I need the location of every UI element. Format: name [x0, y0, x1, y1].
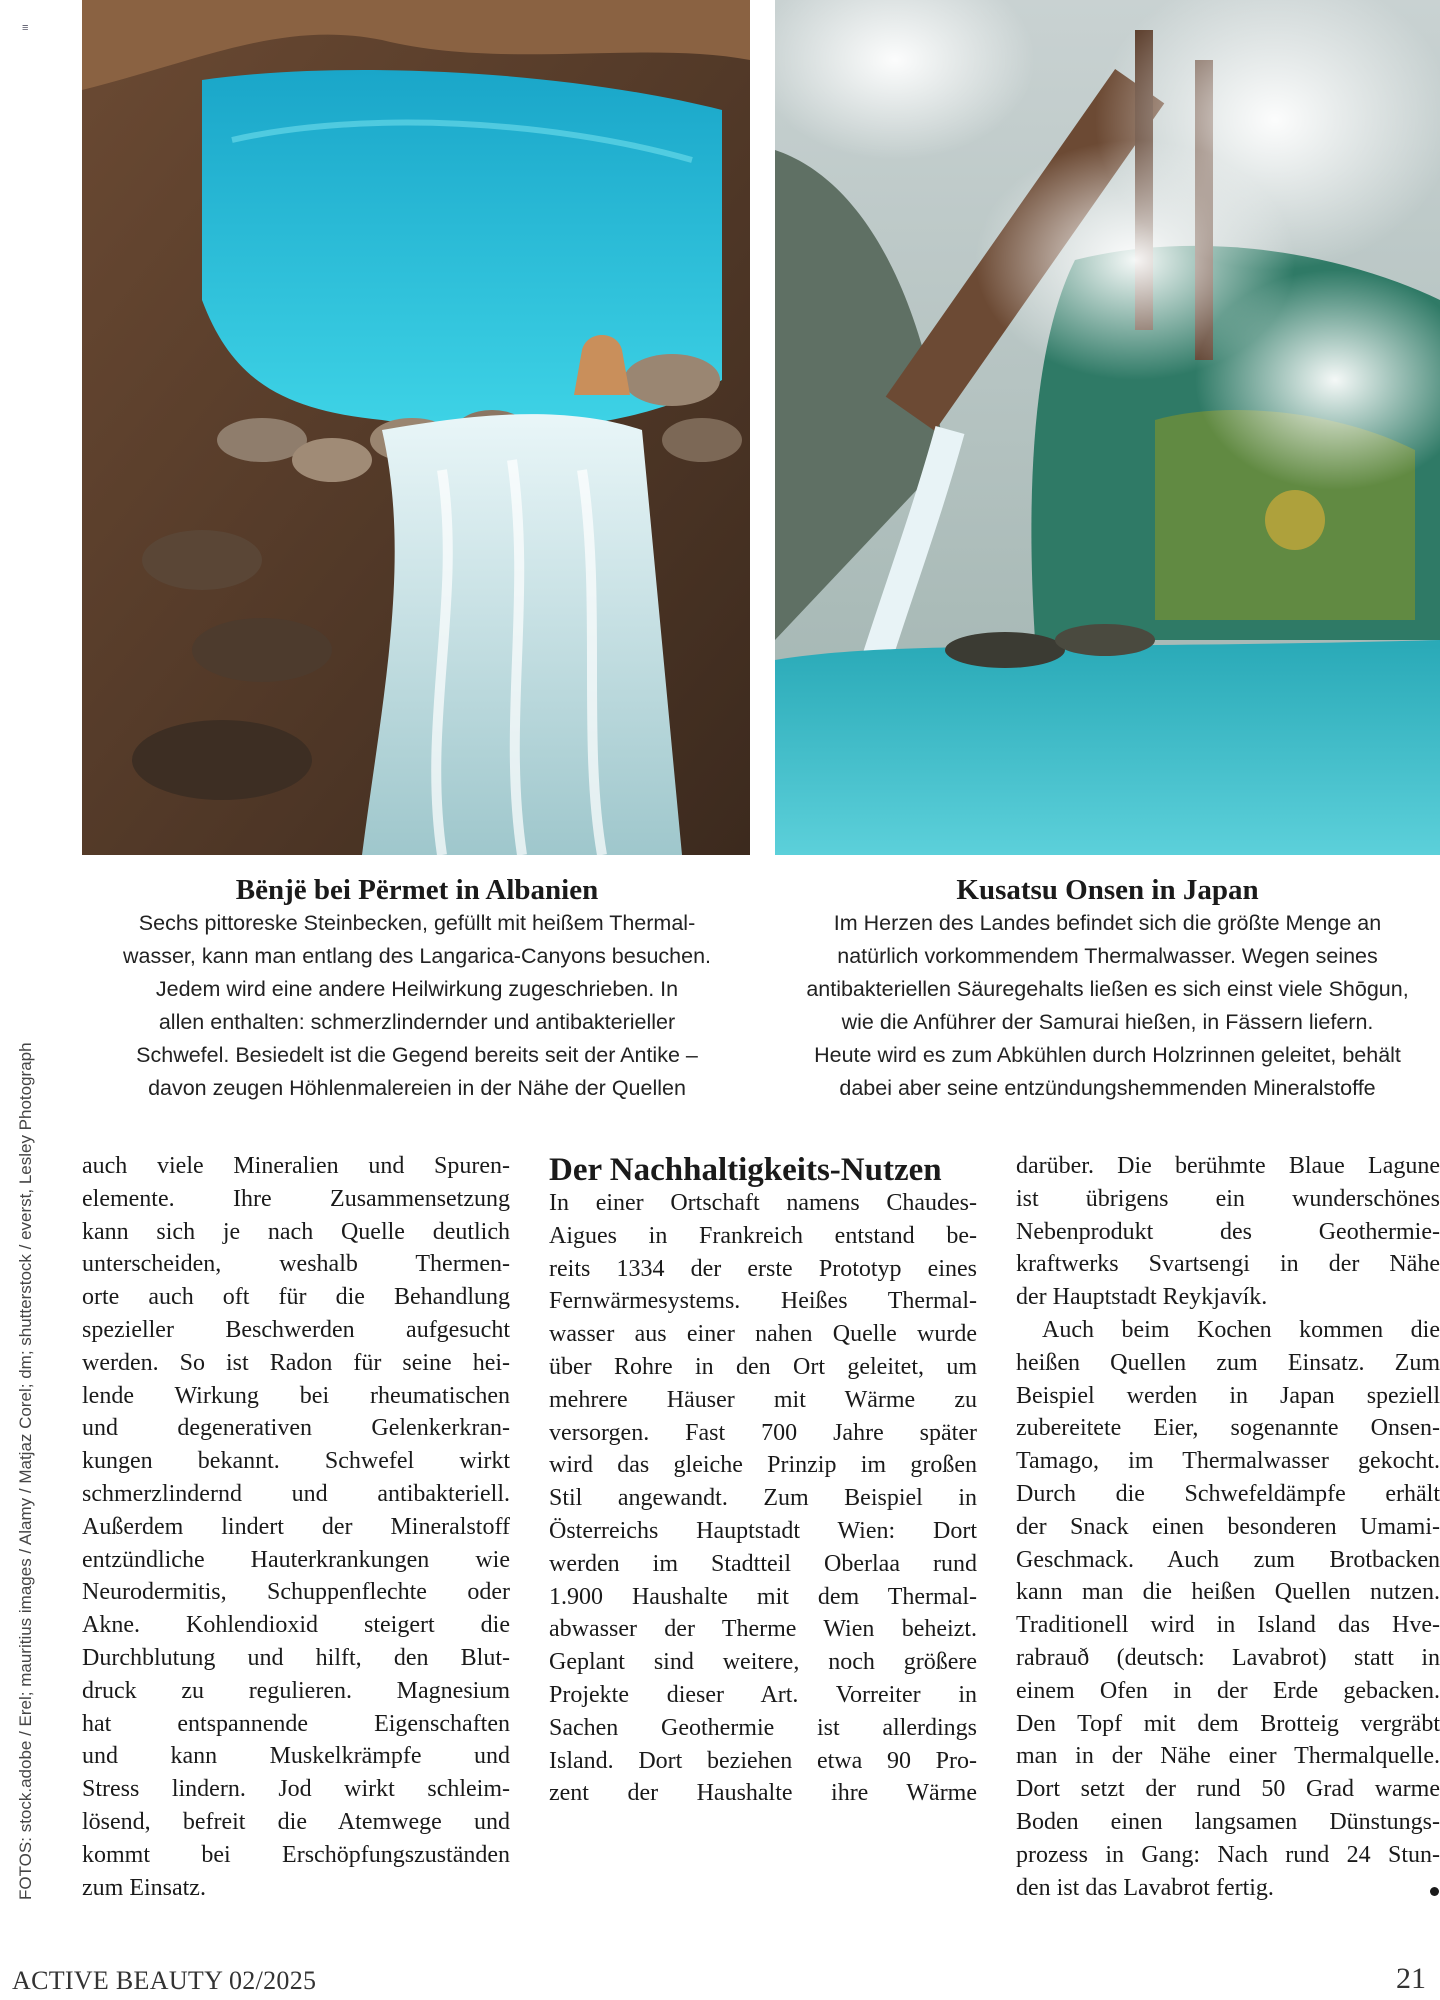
article-line: ist übrigens ein wunderschönes — [1016, 1185, 1440, 1212]
caption-line: Jedem wird eine andere Heilwirkung zugeschrieben. In — [155, 977, 679, 1001]
caption-line: dabei aber seine entzündungshemmenden Mineralstoffe — [839, 1076, 1376, 1100]
article-line: elemente. Ihre Zusammensetzung — [82, 1185, 510, 1212]
article-line: Den Topf mit dem Brotteig vergräbt — [1016, 1710, 1440, 1737]
article-line: In einer Ortschaft namens Chaudes- — [549, 1190, 977, 1216]
article-line: zent der Haushalte ihre Wärme — [549, 1780, 977, 1807]
article-line: lende Wirkung bei rheumatischen — [82, 1382, 510, 1409]
article-line: Österreichs Hauptstadt Wien: Dort — [549, 1517, 977, 1544]
photo-kusatsu-onsen — [775, 0, 1440, 855]
article-line: Tamago, im Thermalwasser gekocht. — [1016, 1448, 1440, 1475]
article-line: Traditionell wird in Island das Hve- — [1016, 1612, 1440, 1639]
article-line: spezieller Beschwerden aufgesucht — [82, 1316, 510, 1343]
magazine-issue: ACTIVE BEAUTY 02/2025 — [12, 1966, 317, 1995]
end-mark-icon — [1430, 1887, 1439, 1896]
photo-credit: FOTOS: stock.adobe / Erel; mauritius images / Alamy / Matjaz Corel; dm; shutterstock / everst, Lesley Photograph — [16, 1042, 35, 1900]
article-line: der Snack einen besonderen Umami- — [1016, 1513, 1440, 1540]
photo-kusatsu-illustration — [775, 0, 1440, 855]
article-line: Auch beim Kochen kommen die — [1042, 1316, 1440, 1343]
article-line: Durchblutung und hilft, den Blut- — [82, 1644, 510, 1671]
article-line: druck zu regulieren. Magnesium — [82, 1677, 510, 1704]
article-line: Projekte dieser Art. Vorreiter in — [549, 1681, 977, 1708]
article-line: Nebenprodukt des Geothermie- — [1016, 1218, 1440, 1245]
caption-line: davon zeugen Höhlenmalereien in der Nähe der Quellen — [148, 1076, 686, 1100]
caption-line: antibakteriellen Säuregehalts ließen es sich einst viele Shōgun, — [806, 977, 1409, 1001]
article-line: kungen bekannt. Schwefel wirkt — [82, 1448, 510, 1475]
caption-line: wie die Anführer der Samurai hießen, in Fässern liefern. — [841, 1010, 1374, 1034]
caption-benje — [82, 872, 752, 1105]
article-line: zum Einsatz. — [82, 1874, 206, 1901]
article-column-1 — [82, 1150, 510, 1904]
article-line: hat entspannende Eigenschaften — [82, 1710, 510, 1737]
caption-title-kusatsu: Kusatsu Onsen in Japan — [956, 874, 1259, 906]
article-line: kommt bei Erschöpfungszuständen — [82, 1841, 510, 1868]
article-line: und degenerativen Gelenkerkran- — [82, 1415, 510, 1442]
article-line: Fernwärmesystems. Heißes Thermal- — [549, 1288, 977, 1315]
article-line: Geschmack. Auch zum Brotbacken — [1016, 1546, 1440, 1573]
article-line: Akne. Kohlendioxid steigert die — [82, 1612, 510, 1639]
article-line: abwasser der Therme Wien beheizt. — [549, 1616, 977, 1643]
article-line: Aigues in Frankreich entstand be- — [549, 1222, 977, 1249]
article-line: unterscheiden, weshalb Thermen- — [82, 1251, 510, 1278]
article-line: heißen Quellen zum Einsatz. Zum — [1016, 1349, 1440, 1376]
article-line: orte auch oft für die Behandlung — [82, 1284, 510, 1311]
article-line: der Hauptstadt Reykjavík. — [1016, 1284, 1268, 1311]
article-line: kann man die heißen Quellen nutzen. — [1016, 1579, 1440, 1606]
article-line: werden. So ist Radon für seine hei- — [82, 1349, 510, 1376]
article-line: Island. Dort beziehen etwa 90 Pro- — [549, 1747, 977, 1774]
article-line: einem Ofen in der Erde gebacken. — [1016, 1677, 1440, 1704]
article-line: lösend, befreit die Atemwege und — [82, 1808, 510, 1835]
caption-line: Sechs pittoreske Steinbecken, gefüllt mit heißem Thermal- — [138, 911, 696, 935]
article-line: Sachen Geothermie ist allerdings — [549, 1714, 977, 1741]
article-line: kann sich je nach Quelle deutlich — [82, 1218, 510, 1245]
caption-line: Schwefel. Besiedelt ist die Gegend bereits seit der Antike – — [136, 1043, 698, 1067]
article-line: versorgen. Fast 700 Jahre später — [549, 1419, 977, 1446]
article-line: prozess in Gang: Nach rund 24 Stun- — [1016, 1841, 1440, 1868]
caption-line: wasser, kann man entlang des Langarica-Canyons besuchen. — [122, 944, 712, 968]
article-line: Beispiel werden in Japan speziell — [1016, 1382, 1440, 1409]
article-line: rabrauð (deutsch: Lavabrot) statt in — [1016, 1644, 1440, 1671]
article-line: schmerzlindernd und antibakteriell. — [82, 1480, 510, 1507]
caption-line: Heute wird es zum Abkühlen durch Holzrinnen geleitet, behält — [814, 1043, 1401, 1067]
article-line: Außerdem lindert der Mineralstoff — [82, 1513, 510, 1540]
article-column-3 — [1016, 1150, 1440, 1904]
caption-title-benje: Bënjë bei Përmet in Albanien — [235, 874, 599, 906]
article-line: kraftwerks Svartsengi in der Nähe — [1016, 1251, 1440, 1278]
article-line: 1.900 Haushalte mit dem Thermal- — [549, 1583, 977, 1610]
article-line: Boden einen langsamen Dünstungs- — [1016, 1808, 1440, 1835]
article-line: Durch die Schwefeldämpfe erhält — [1016, 1480, 1440, 1507]
caption-line: Im Herzen des Landes befindet sich die größte Menge an — [833, 911, 1382, 935]
caption-line: natürlich vorkommendem Thermalwasser. Wegen seines — [837, 944, 1378, 968]
article-column-2 — [549, 1150, 977, 1810]
article-line: Dort setzt der rund 50 Grad warme — [1016, 1776, 1440, 1803]
article-line: Neurodermitis, Schuppenflechte oder — [82, 1579, 510, 1606]
photo-benje-illustration — [82, 0, 750, 855]
article-line: und kann Muskelkrämpfe und — [82, 1743, 510, 1770]
article-line: zubereitete Eier, sogenannte Onsen- — [1016, 1415, 1440, 1442]
article-line: darüber. Die berühmte Blaue Lagune — [1016, 1153, 1440, 1179]
article-line: wasser aus einer nahen Quelle wurde — [549, 1321, 977, 1348]
article-line: über Rohre in den Ort geleitet, um — [549, 1353, 977, 1380]
article-line: wird das gleiche Prinzip im großen — [549, 1452, 977, 1479]
article-line: mehrere Häuser mit Wärme zu — [549, 1386, 977, 1413]
article-line: reits 1334 der erste Prototyp eines — [549, 1255, 977, 1282]
section-heading: Der Nachhaltigkeits-Nutzen — [549, 1152, 942, 1188]
caption-kusatsu — [775, 872, 1440, 1105]
article-line: auch viele Mineralien und Spuren- — [82, 1153, 510, 1179]
photo-benje-permet — [82, 0, 750, 855]
article-line: Geplant sind weitere, noch größere — [549, 1649, 977, 1676]
article-line: Stress lindern. Jod wirkt schleim- — [82, 1776, 510, 1803]
caption-line: allen enthalten: schmerzlindernder und antibakterieller — [158, 1010, 676, 1034]
article-line: man in der Nähe einer Thermalquelle. — [1016, 1743, 1440, 1770]
article-line: Stil angewandt. Zum Beispiel in — [549, 1485, 977, 1512]
article-line: werden im Stadtteil Oberlaa rund — [549, 1550, 977, 1577]
menu-icon: ≡ — [22, 22, 29, 34]
article-line: entzündliche Hauterkrankungen wie — [82, 1546, 510, 1573]
page-number: 21 — [1396, 1962, 1426, 1995]
article-line: den ist das Lavabrot fertig. — [1016, 1874, 1274, 1901]
